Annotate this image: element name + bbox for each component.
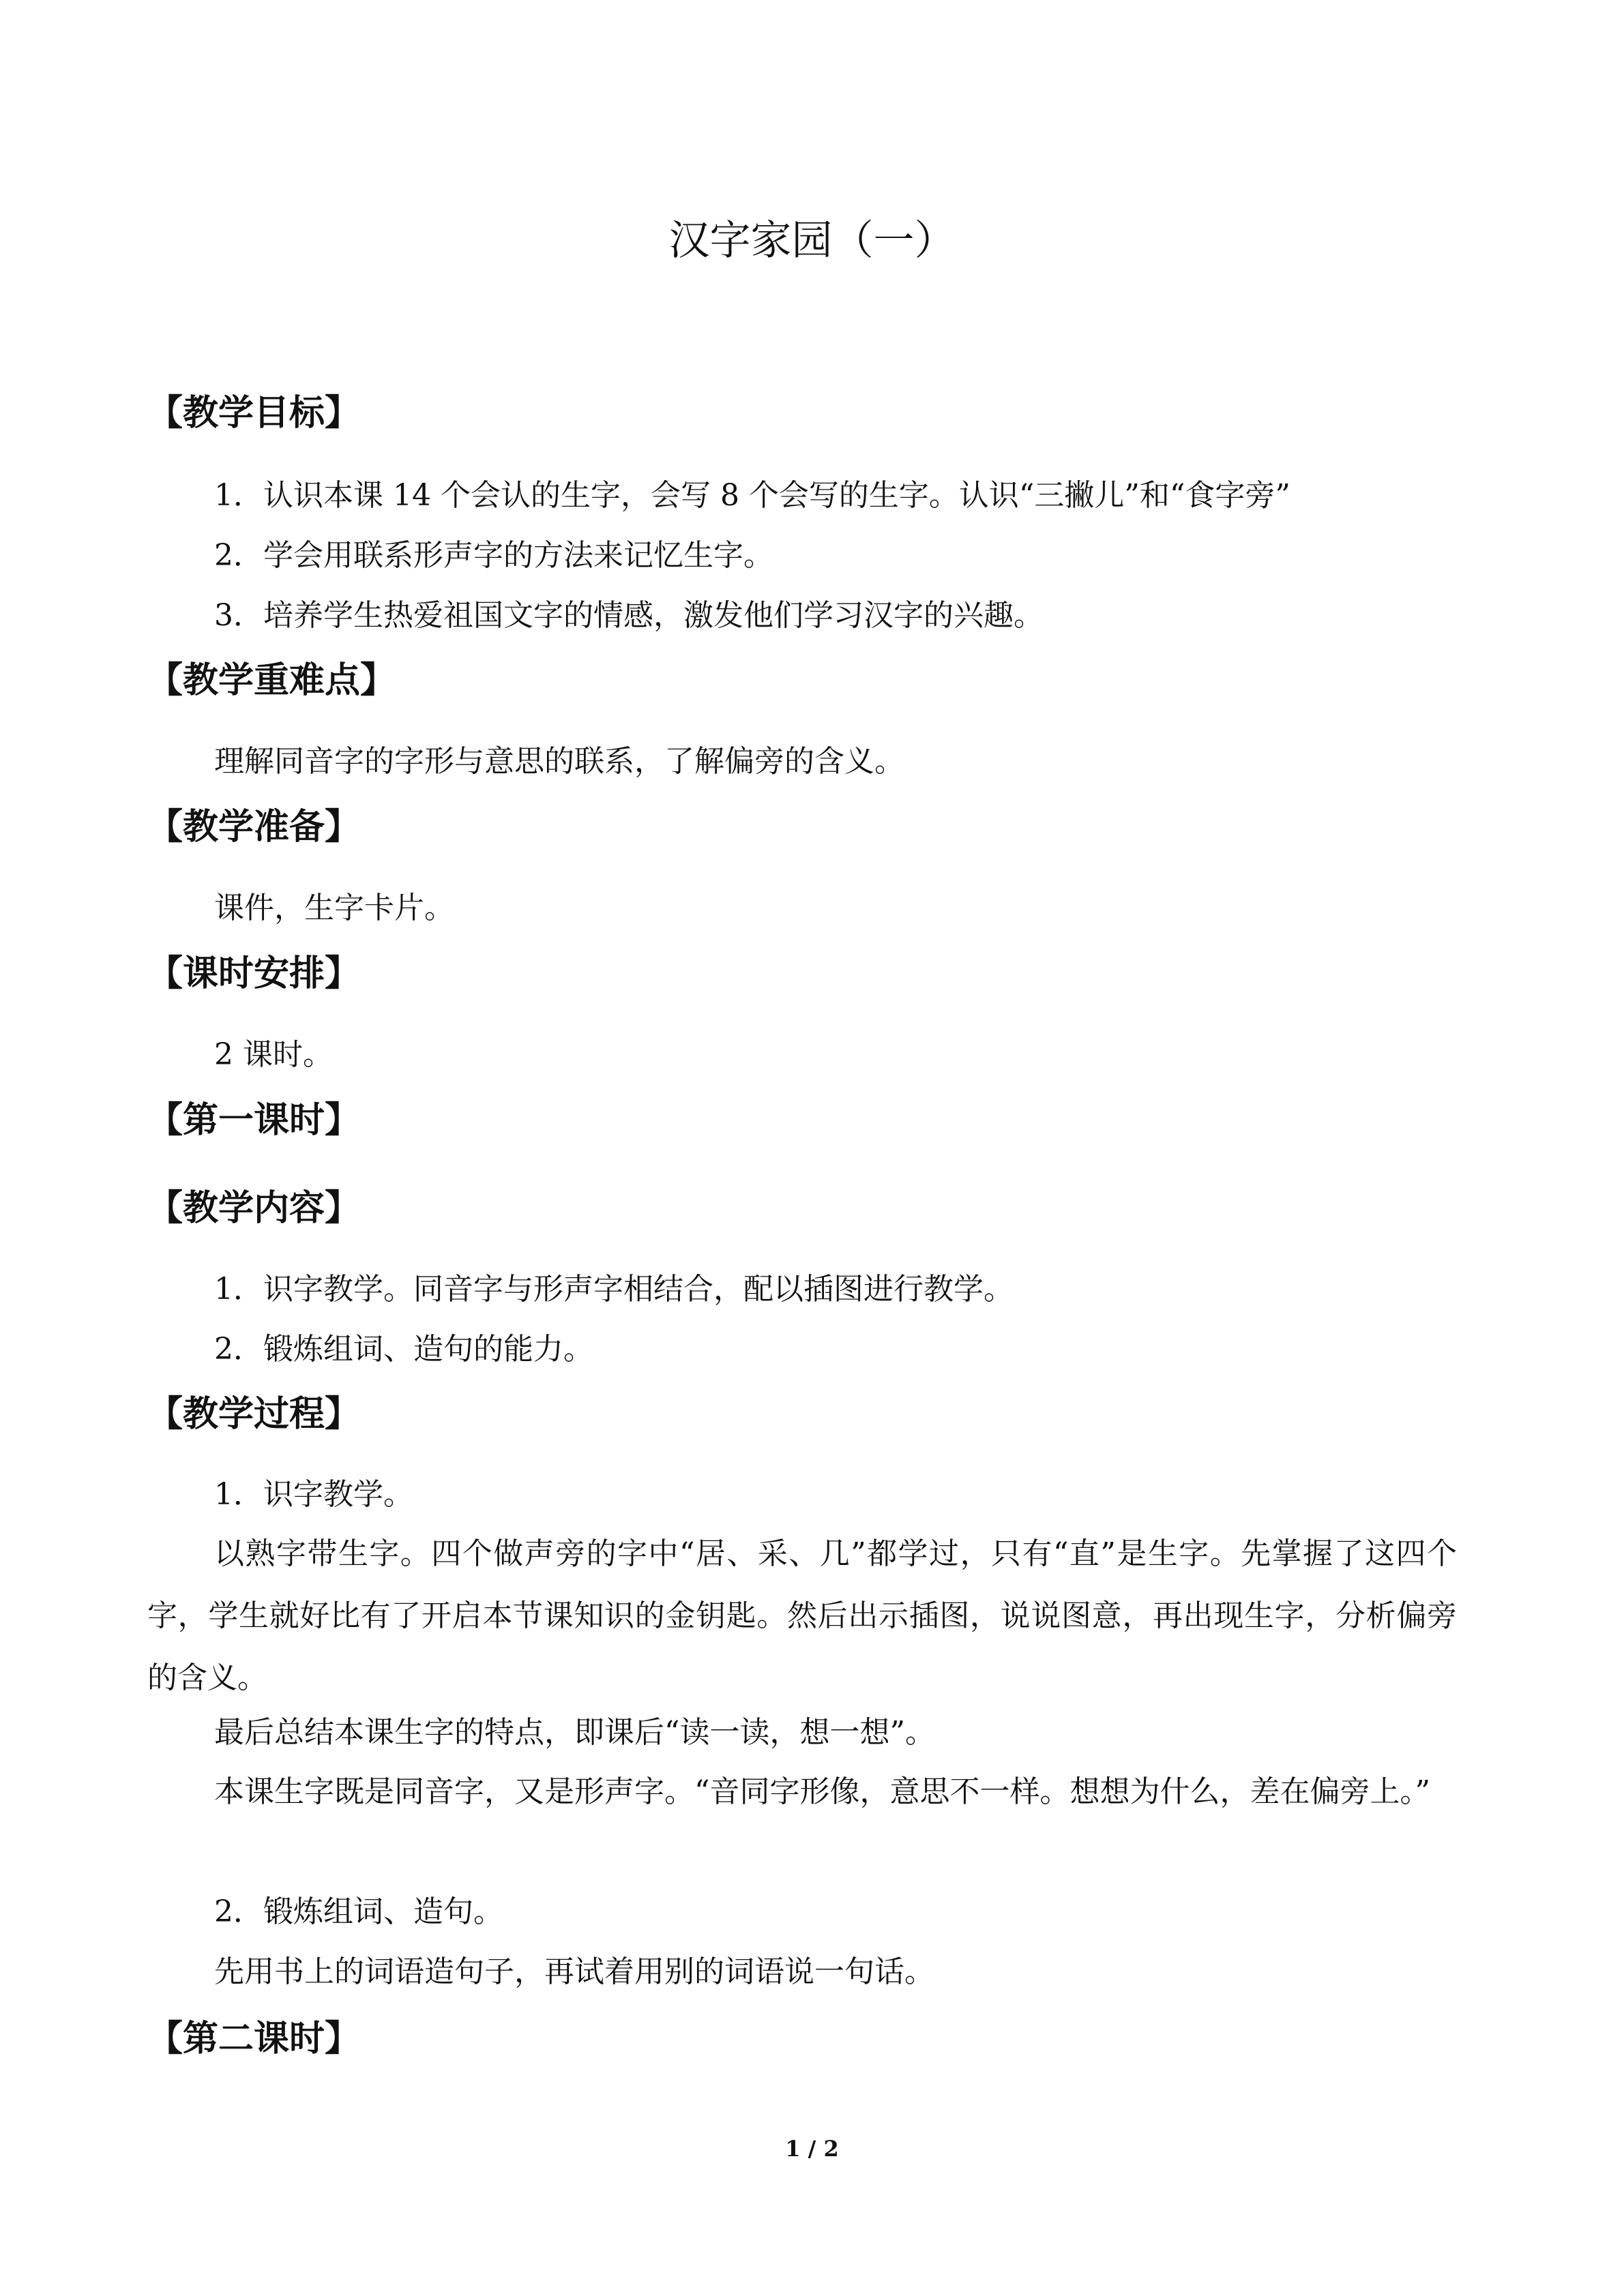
content-item: 1．识字教学。同音字与形声字相结合，配以插图进行教学。: [214, 1272, 1014, 1307]
process-paragraph: 以熟字带生字。四个做声旁的字中“居、采、几”都学过，只有“直”是生字。先掌握了这四个字，学生就好比有了开启本节课知识的金钥匙。然后出示插图，说说图意，再出现生字，分析偏旁的含义。: [147, 1536, 1457, 1695]
process-paragraph: 先用书上的词语造句子，再试着用别的词语说一句话。: [214, 1954, 934, 1989]
process-paragraph: 本课生字既是同音字，又是形声字。“音同字形像，意思不一样。想想为什么，差在偏旁上。”: [214, 1774, 1430, 1809]
goal-item: 1．认识本课 14 个会认的生字，会写 8 个会写的生字。认识“三撇儿”和“食字旁”: [214, 478, 1290, 513]
section-heading-preparation: 【教学准备】: [147, 807, 361, 848]
process-step: 2．锻炼组词、造句。: [214, 1894, 503, 1929]
preparation-text: 课件，生字卡片。: [214, 891, 454, 925]
section-heading-goals: 【教学目标】: [147, 393, 361, 434]
page-number: 1 / 2: [785, 2136, 839, 2162]
section-heading-process: 【教学过程】: [147, 1394, 361, 1435]
section-heading-key-points: 【教学重难点】: [147, 660, 396, 701]
section-heading-content: 【教学内容】: [147, 1188, 361, 1229]
schedule-text: 2 课时。: [214, 1037, 333, 1072]
page-title: 汉字家园（一）: [668, 217, 956, 265]
content-item: 2．锻炼组词、造句的能力。: [214, 1332, 593, 1367]
section-heading-schedule: 【课时安排】: [147, 953, 361, 994]
key-points-text: 理解同音字的字形与意思的联系，了解偏旁的含义。: [214, 744, 904, 779]
goal-item: 2．学会用联系形声字的方法来记忆生字。: [214, 538, 773, 573]
process-step: 1．识字教学。: [214, 1477, 413, 1512]
section-heading-lesson-two: 【第二课时】: [147, 2018, 361, 2059]
section-heading-lesson-one: 【第一课时】: [147, 1100, 361, 1141]
process-paragraph: 最后总结本课生字的特点，即课后“读一读，想一想”。: [214, 1715, 935, 1750]
goal-item: 3．培养学生热爱祖国文字的情感，激发他们学习汉字的兴趣。: [214, 598, 1044, 633]
